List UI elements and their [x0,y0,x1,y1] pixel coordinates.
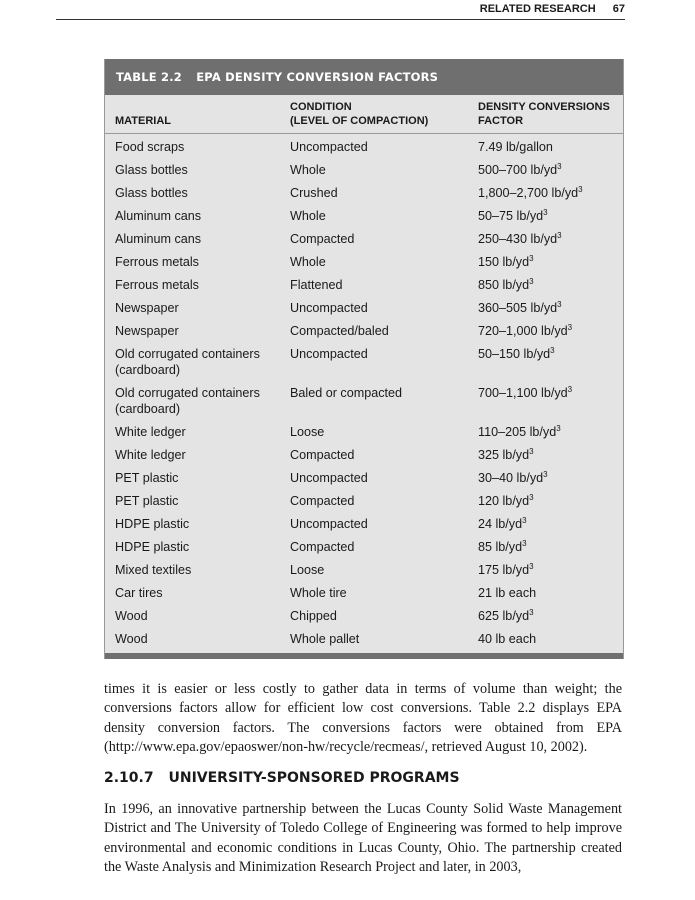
cell-factor-exponent: 3 [529,276,534,286]
cell-factor-value: 7.49 lb/gallon [478,140,553,154]
cell-factor-exponent: 3 [556,423,561,433]
cell-factor-value: 150 lb/yd [478,255,530,269]
cell-factor [478,231,562,247]
cell-condition: Baled or compacted [290,386,403,400]
cell-factor [478,139,553,155]
cell-condition: Crushed [290,186,338,200]
cell-factor-exponent: 3 [567,384,573,394]
body-paragraph-2: In 1996, an innovative partnership between the Lucas County Solid Waste Management District and The University of Toledo College of Engineering was formed to help improve environmental and economic conditions in Lucas County, Ohio. The partnership created the Waste Analysis and Minimization Research Project and later, in 2003, [104,801,622,875]
cell-condition: Whole pallet [290,632,360,646]
cell-factor-exponent: 3 [557,230,562,240]
cell-material: Ferrous metals [115,255,199,269]
cell-material: Car tires [115,586,163,600]
cell-material: Old corrugated containers (cardboard) [115,386,260,416]
cell-factor-exponent: 3 [529,607,534,617]
cell-factor [478,447,534,463]
cell-factor-value: 30–40 lb/yd [478,471,544,485]
table-body [105,134,623,653]
table-row [105,382,623,421]
cell-factor-exponent: 3 [557,299,562,309]
table-row [105,182,623,205]
cell-factor-exponent: 3 [522,538,527,548]
cell-material: PET plastic [115,494,179,508]
table-row [105,421,623,444]
cell-factor-value: 360–505 lb/yd [478,301,558,315]
cell-factor-value: 85 lb/yd [478,540,523,554]
cell-condition: Compacted/baled [290,324,389,338]
cell-factor [478,323,572,339]
cell-condition: Uncompacted [290,301,368,315]
cell-factor [478,562,534,578]
cell-factor-value: 50–75 lb/yd [478,209,544,223]
cell-condition: Flattened [290,278,343,292]
table-row [105,251,623,274]
cell-factor-value: 700–1,100 lb/yd [478,386,568,400]
cell-material: Old corrugated containers (cardboard) [115,347,260,377]
cell-factor [478,300,562,316]
cell-material: Glass bottles [115,163,188,177]
cell-factor-exponent: 3 [567,322,573,332]
cell-factor-exponent: 3 [529,492,534,502]
cell-material: Newspaper [115,301,179,315]
cell-condition: Uncompacted [290,517,368,531]
cell-factor [478,254,534,270]
cell-factor [478,185,583,201]
header-factor-line2: FACTOR [478,115,524,127]
cell-factor-value: 625 lb/yd [478,609,530,623]
cell-material: HDPE plastic [115,540,190,554]
table-row [105,536,623,559]
cell-material: White ledger [115,425,186,439]
cell-condition: Compacted [290,448,355,462]
header-factor-line1: DENSITY CONVERSIONS [478,101,610,113]
cell-material: HDPE plastic [115,517,190,531]
cell-condition: Compacted [290,540,355,554]
cell-factor [478,385,572,401]
table-row [105,490,623,513]
table-row [105,136,623,159]
table-label: TABLE 2.2 [116,70,182,84]
cell-factor-exponent: 3 [529,253,534,263]
table-title: EPA DENSITY CONVERSION FACTORS [196,70,439,84]
cell-factor-exponent: 3 [578,184,583,194]
cell-factor [478,631,536,647]
cell-factor-value: 175 lb/yd [478,563,530,577]
density-table [104,59,624,659]
header-condition [290,100,428,128]
cell-factor [478,346,555,362]
cell-factor-value: 21 lb each [478,586,537,600]
running-header [56,0,625,20]
cell-factor [478,585,536,601]
cell-factor-value: 1,800–2,700 lb/yd [478,186,579,200]
cell-factor-value: 24 lb/yd [478,517,523,531]
table-row [105,159,623,182]
cell-factor-value: 500–700 lb/yd [478,163,558,177]
header-condition-line1: CONDITION [290,101,352,113]
cell-condition: Whole [290,255,326,269]
cell-factor-exponent: 3 [522,515,527,525]
table-row [105,343,623,382]
cell-factor-exponent: 3 [543,469,548,479]
cell-factor-exponent: 3 [557,161,562,171]
table-row [105,582,623,605]
body-paragraph-1: times it is easier or less costly to gather data in terms of volume than weight; the conversions factors allow for efficient low cost conversions. Table 2.2 displays EPA density conversion factors. The conversions factors were obtained from EPA (http://www.epa.gov/epaoswer/non-hw/recycle/recmeas/, retrieved August 10, 2002). [104,681,622,755]
table-row [105,467,623,490]
cell-factor [478,539,527,555]
cell-material: Mixed textiles [115,563,192,577]
cell-factor-exponent: 3 [550,345,555,355]
cell-material: Aluminum cans [115,209,202,223]
cell-condition: Loose [290,563,325,577]
cell-condition: Compacted [290,232,355,246]
table-row [105,605,623,628]
cell-condition: Compacted [290,494,355,508]
cell-factor-value: 120 lb/yd [478,494,530,508]
cell-material: PET plastic [115,471,179,485]
table-row [105,444,623,467]
cell-factor [478,608,534,624]
cell-factor-exponent: 3 [543,207,548,217]
cell-factor-value: 250–430 lb/yd [478,232,558,246]
cell-material: Wood [115,609,148,623]
cell-factor [478,493,534,509]
cell-condition: Chipped [290,609,337,623]
cell-material: Wood [115,632,148,646]
cell-material: Newspaper [115,324,179,338]
table-row [105,274,623,297]
cell-factor-exponent: 3 [529,561,534,571]
cell-condition: Uncompacted [290,471,368,485]
table-row [105,513,623,536]
header-condition-line2: (LEVEL OF COMPACTION) [290,115,429,127]
table-row [105,628,623,651]
section-heading [104,770,460,786]
cell-factor-value: 50–150 lb/yd [478,347,551,361]
cell-condition: Whole tire [290,586,347,600]
cell-material: Ferrous metals [115,278,199,292]
cell-material: Aluminum cans [115,232,202,246]
cell-factor-value: 850 lb/yd [478,278,530,292]
section-number: 2.10.7 [104,770,154,786]
cell-material: Food scraps [115,140,185,154]
cell-factor-value: 325 lb/yd [478,448,530,462]
table-row [105,205,623,228]
cell-condition: Loose [290,425,325,439]
cell-factor-value: 110–205 lb/yd [478,425,557,439]
cell-factor [478,208,548,224]
cell-factor-exponent: 3 [529,446,534,456]
table-header-row [105,95,623,134]
table-row [105,559,623,582]
cell-factor [478,470,548,486]
cell-factor [478,162,562,178]
table-title-bar [105,59,623,95]
cell-condition: Whole [290,163,326,177]
section-title: UNIVERSITY-SPONSORED PROGRAMS [168,770,460,786]
cell-factor [478,277,534,293]
cell-condition: Uncompacted [290,347,368,361]
cell-factor [478,424,561,440]
cell-factor-value: 40 lb each [478,632,537,646]
cell-condition: Whole [290,209,326,223]
cell-condition: Uncompacted [290,140,368,154]
table-row [105,320,623,343]
cell-material: Glass bottles [115,186,188,200]
header-factor [478,100,610,128]
table-row [105,228,623,251]
cell-factor-value: 720–1,000 lb/yd [478,324,568,338]
running-title: RELATED RESEARCH [479,3,596,15]
cell-material: White ledger [115,448,186,462]
page-number: 67 [612,3,625,15]
cell-factor [478,516,527,532]
table-row [105,297,623,320]
header-material: MATERIAL [115,115,172,127]
table-bottom-rule [105,653,623,659]
